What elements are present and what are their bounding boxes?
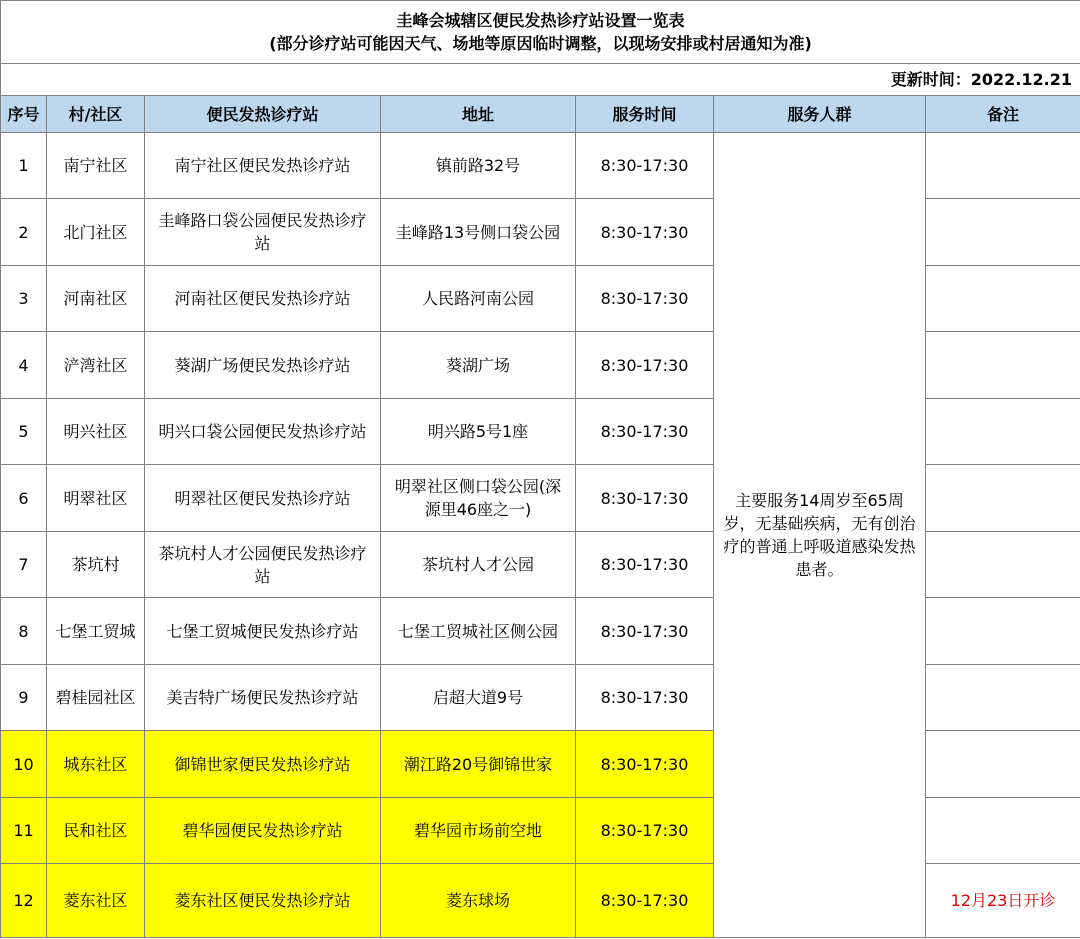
row-community: 明兴社区 — [47, 399, 145, 465]
row-community: 菱东社区 — [47, 864, 145, 938]
row-no: 9 — [1, 665, 47, 731]
row-hours: 8:30-17:30 — [576, 199, 714, 266]
row-remark — [926, 598, 1080, 665]
row-station: 葵湖广场便民发热诊疗站 — [145, 332, 381, 399]
row-hours: 8:30-17:30 — [576, 399, 714, 465]
update-time: 更新时间：2022.12.21 — [1, 64, 1080, 96]
row-community: 河南社区 — [47, 266, 145, 332]
table-subtitle: (部分诊疗站可能因天气、场地等原因临时调整，以现场安排或村居通知为准) — [269, 34, 812, 53]
row-station: 圭峰路口袋公园便民发热诊疗站 — [145, 199, 381, 266]
header-community: 村/社区 — [47, 96, 145, 133]
row-no: 1 — [1, 133, 47, 199]
row-address: 茶坑村人才公园 — [381, 532, 576, 598]
row-no: 11 — [1, 798, 47, 864]
row-hours: 8:30-17:30 — [576, 864, 714, 938]
header-station: 便民发热诊疗站 — [145, 96, 381, 133]
row-no: 10 — [1, 731, 47, 798]
row-address: 菱东球场 — [381, 864, 576, 938]
row-community: 碧桂园社区 — [47, 665, 145, 731]
row-station: 七堡工贸城便民发热诊疗站 — [145, 598, 381, 665]
row-hours: 8:30-17:30 — [576, 465, 714, 532]
row-hours: 8:30-17:30 — [576, 798, 714, 864]
row-no: 8 — [1, 598, 47, 665]
row-address: 碧华园市场前空地 — [381, 798, 576, 864]
row-hours: 8:30-17:30 — [576, 133, 714, 199]
row-remark — [926, 332, 1080, 399]
header-served-population: 服务人群 — [714, 96, 926, 133]
row-community: 茶坑村 — [47, 532, 145, 598]
header-hours: 服务时间 — [576, 96, 714, 133]
row-station: 美吉特广场便民发热诊疗站 — [145, 665, 381, 731]
row-remark — [926, 532, 1080, 598]
row-address: 潮江路20号御锦世家 — [381, 731, 576, 798]
row-community: 明翠社区 — [47, 465, 145, 532]
table-title-cell — [1, 1, 1080, 64]
table-row — [1, 133, 1080, 199]
row-no: 4 — [1, 332, 47, 399]
row-address: 明兴路5号1座 — [381, 399, 576, 465]
header-row — [1, 96, 1080, 133]
row-community: 七堡工贸城 — [47, 598, 145, 665]
row-community: 南宁社区 — [47, 133, 145, 199]
row-remark — [926, 465, 1080, 532]
row-hours: 8:30-17:30 — [576, 332, 714, 399]
row-address: 葵湖广场 — [381, 332, 576, 399]
row-no: 3 — [1, 266, 47, 332]
row-remark — [926, 798, 1080, 864]
row-station: 明翠社区便民发热诊疗站 — [145, 465, 381, 532]
row-address: 镇前路32号 — [381, 133, 576, 199]
row-remark — [926, 266, 1080, 332]
row-community: 北门社区 — [47, 199, 145, 266]
row-remark — [926, 731, 1080, 798]
row-address: 启超大道9号 — [381, 665, 576, 731]
row-hours: 8:30-17:30 — [576, 598, 714, 665]
row-hours: 8:30-17:30 — [576, 731, 714, 798]
row-no: 5 — [1, 399, 47, 465]
row-station: 南宁社区便民发热诊疗站 — [145, 133, 381, 199]
header-address: 地址 — [381, 96, 576, 133]
row-station: 碧华园便民发热诊疗站 — [145, 798, 381, 864]
row-no: 2 — [1, 199, 47, 266]
row-community: 城东社区 — [47, 731, 145, 798]
row-no: 7 — [1, 532, 47, 598]
row-station: 菱东社区便民发热诊疗站 — [145, 864, 381, 938]
row-hours: 8:30-17:30 — [576, 532, 714, 598]
row-station: 茶坑村人才公园便民发热诊疗站 — [145, 532, 381, 598]
row-address: 七堡工贸城社区侧公园 — [381, 598, 576, 665]
row-station: 御锦世家便民发热诊疗站 — [145, 731, 381, 798]
row-no: 12 — [1, 864, 47, 938]
row-hours: 8:30-17:30 — [576, 266, 714, 332]
row-address: 明翠社区侧口袋公园(深源里46座之一) — [381, 465, 576, 532]
row-remark — [926, 665, 1080, 731]
row-community: 民和社区 — [47, 798, 145, 864]
row-remark — [926, 199, 1080, 266]
row-address: 人民路河南公园 — [381, 266, 576, 332]
table-title: 圭峰会城辖区便民发热诊疗站设置一览表 — [396, 11, 685, 30]
row-community: 浐湾社区 — [47, 332, 145, 399]
row-station: 明兴口袋公园便民发热诊疗站 — [145, 399, 381, 465]
row-remark — [926, 399, 1080, 465]
row-hours: 8:30-17:30 — [576, 665, 714, 731]
row-station: 河南社区便民发热诊疗站 — [145, 266, 381, 332]
row-no: 6 — [1, 465, 47, 532]
row-remark — [926, 133, 1080, 199]
header-remark: 备注 — [926, 96, 1080, 133]
header-no: 序号 — [1, 96, 47, 133]
row-address: 圭峰路13号侧口袋公园 — [381, 199, 576, 266]
row-remark: 12月23日开诊 — [926, 864, 1080, 938]
served-population-cell: 主要服务14周岁至65周岁，无基础疾病，无有创治疗的普通上呼吸道感染发热患者。 — [714, 133, 926, 938]
